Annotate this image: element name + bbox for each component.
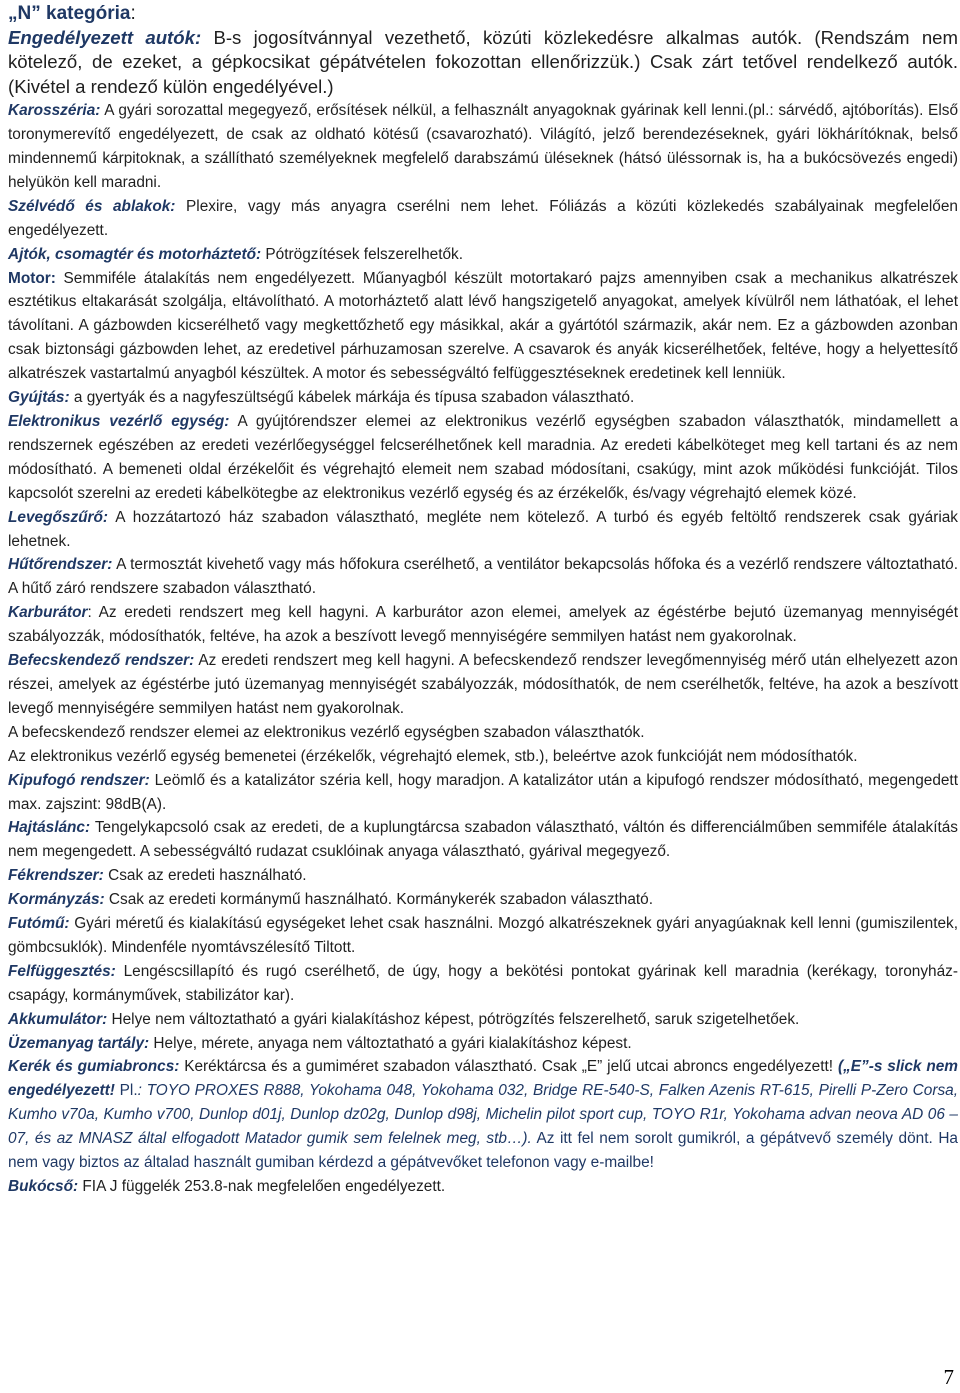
text-elektronikus: A gyújtórendszer elemei az elektronikus vezérlő egységben szabadon választhatók, mindamellett a rendszernek egészében az eredeti vezérlőegységgel felcserélhetőnek kell maradnia. Az eredeti kábelköteget meg kell tartani és az nem módosítható. A bemeneti oldal érzékelőit és végrehajtó elemeit nem szabad módosítani, csakúgy, mint azok működési funkcióját. Tilos kapcsolót szerelni az eredeti kábelkötegbe az elektronikus vezérlő egység és az érzékelők, és/vagy végrehajtó elemek közé. — [8, 413, 958, 502]
text-motor: Semmiféle átalakítás nem engedélyezett. Műanyagból készült motortakaró pajzs amennyiben csak a mechanikus alkatrészek esztétikus eltakarását szolgálja, eltávolítható. A motorháztető alatt lévő hangszigetelő anyagokat, amelyek kívülről nem láthatóak, el lehet távolítani. A gázbowden kicserélhető vagy megkettőzhető egy másikkal, akár a gyártótól származik, akár nem. Ez a gázbowden azonban csak biztonsági gázbowden lehet, az eredetivel párhuzamosan szerelve. A csavarok és anyák kicserélhetőek, feltéve, hogy a helyettesítő alkatrészek vastartalmú anyagból készültek. A motor és sebességváltó felfüggesztéseknek eredetinek kell lenniük. — [8, 269, 958, 383]
paragraph-engedelyezett — [8, 26, 958, 99]
paragraph-motor — [8, 267, 958, 387]
page-number: 7 — [943, 1365, 954, 1389]
label-levegoszuro: Levegőszűrő: — [8, 508, 109, 526]
text-fekrendszer: Csak az eredeti használható. — [103, 867, 307, 885]
text-felfuggesztes: Lengéscsillapító és rugó cserélhető, de úgy, hogy a bekötési pontokat gyárinak kell maradnia (kerékagy, toronyház-csapágy, kormányművek, stabilizátor kar). — [8, 962, 958, 1004]
category-heading — [8, 2, 958, 26]
paragraph-hutorendszer — [8, 553, 958, 601]
text-levegoszuro: A hozzátartozó ház szabadon választható, megléte nem kötelező. A turbó és egyéb feltöltő rendszerek csak gyáriak lehetnek. — [8, 508, 958, 550]
category-word: ” kategória — [31, 3, 131, 24]
label-bukocso: Bukócső: — [8, 1178, 79, 1195]
label-motor: Motor: — [8, 269, 56, 287]
category-letter: N — [17, 3, 32, 24]
label-ajtok: Ajtók, csomagtér és motorháztető: — [8, 245, 262, 263]
text-gyujtas: a gyertyák és a nagyfeszültségű kábelek márkája és típusa szabadon választható. — [69, 389, 635, 407]
paragraph-akkumulator — [8, 1008, 958, 1032]
label-hajtaslanc: Hajtáslánc: — [8, 819, 91, 837]
label-karburator: Karburátor — [8, 604, 88, 622]
text-kerek-tail: Az itt fel nem sorolt gumikról, a gépátvevő személy dönt. Ha nem vagy biztos az általad használt gumiban kérdezd a gépátvevőket telefonon vagy e-mailbe! — [8, 1130, 958, 1172]
paragraph-levegoszuro — [8, 506, 958, 554]
text-szelvedo: Plexire, vagy más anyagra cserélni nem lehet. Fóliázás a közúti közlekedés szabályainak megfelelően engedélyezett. — [8, 197, 958, 239]
paragraph-hajtaslanc — [8, 816, 958, 864]
text-kerek: Keréktárcsa és a gumiméret szabadon választható. Csak „E” jelű utcai abroncs engedélyezett! — [179, 1058, 838, 1076]
paragraph-befecskendezo-2: A befecskendező rendszer elemei az elektronikus vezérlő egységben szabadon választhatók. — [8, 723, 645, 741]
paragraph-befecskendezo — [8, 649, 958, 721]
text-karosszeria: A gyári sorozattal megegyező, erősítések nélkül, a felhasznált anyagoknak gyárinak kell lenni.(pl.: sárvédő, ajtóborítás). Első toronymerevítő engedélyezett, de csak az oldható kötésű (csavarozható). Világító, jelző berendezéseknek, gyári lökhárítóknak, belső mindennemű kárpitoknak, a szállítható személyeknek megfelelő darabszámú üléseknek (hátsó üléssornak is, ha a bukócsövezés engedi) helyükön kell maradni. — [8, 102, 958, 191]
paragraph-fekrendszer — [8, 864, 958, 888]
paragraph-ajtok — [8, 243, 958, 267]
label-fekrendszer: Fékrendszer: — [8, 867, 104, 885]
text-bukocso: FIA J függelék 253.8-nak megfelelően engedélyezett. — [78, 1178, 446, 1195]
label-uzemanyag: Üzemanyag tartály: — [8, 1034, 150, 1052]
document-page — [8, 2, 958, 1199]
label-szelvedo: Szélvédő és ablakok: — [8, 197, 176, 215]
text-kormanyzas: Csak az eredeti kormánymű használható. Kormánykerék szabadon választható. — [104, 891, 654, 909]
label-kipufogo: Kipufogó rendszer: — [8, 771, 150, 789]
text-akkumulator: Helye nem változtatható a gyári kialakításhoz képest, pótrögzítés felszerelhető, saruk szigetelhetőek. — [107, 1010, 800, 1028]
label-felfuggesztes: Felfüggesztés: — [8, 962, 116, 980]
paragraph-kipufogo — [8, 769, 958, 817]
text-hajtaslanc: Tengelykapcsoló csak az eredeti, de a kuplungtárcsa szabadon választható, váltón és differenciálműben semmiféle átalakítás nem megengedett. A sebességváltó rudazat csuklóinak anyaga választható, gyárival megegyező. — [8, 819, 958, 861]
text-engedelyezett: B-s jogosítvánnyal vezethető, közúti közlekedésre alkalmas autók. (Rendszám nem kötelező, de ezeket, a gépkocsikat gépátvételen fokozottan ellenőrizzük.) Csak zárt tetővel rendelkező autók. (Kivétel a rendező külön engedélyével.) — [8, 27, 958, 97]
text-karburator: : Az eredeti rendszert meg kell hagyni. A karburátor azon elemei, amelyek az égéstérbe bejutó üzemanyag mennyiségét szabályozzák, módosíthatók, feltéve, ha azok a beszívott levegő mennyiségére semmilyen hatást nem gyakorolnak. — [8, 604, 958, 646]
label-karosszeria: Karosszéria: — [8, 102, 101, 120]
text-uzemanyag: Helye, mérete, anyaga nem változtatható a gyári kialakításhoz képest. — [149, 1034, 632, 1052]
paragraph-felfuggesztes — [8, 960, 958, 1008]
text-pl: Pl. — [114, 1082, 138, 1100]
paragraph-bukocso — [8, 1175, 958, 1199]
text-befecskendezo: Az eredeti rendszert meg kell hagyni. A befecskendező rendszer levegőmennyiség mérő után elhelyezett azon részei, amelyek az égéstérbe jutó üzemanyag mennyiségét szabályozzák, módosíthatók, de nem cserélhetők, feltéve, ha azok a beszívott levegő mennyiségére semmilyen hatást nem gyakorolnak. — [8, 652, 958, 717]
label-kerek: Kerék és gumiabroncs: — [8, 1058, 180, 1076]
text-kipufogo: Leömlő és a katalizátor széria kell, hogy maradjon. A katalizátor után a kipufogó rendszer módosítható, megengedett max. zajszint: 98dB(A). — [8, 771, 958, 813]
category-quote: „ — [8, 3, 18, 24]
label-akkumulator: Akkumulátor: — [8, 1010, 108, 1028]
label-hutorendszer: Hűtőrendszer: — [8, 556, 113, 574]
label-gyujtas: Gyújtás: — [8, 389, 70, 407]
paragraph-kormanyzas — [8, 888, 958, 912]
text-tyre-list: : TOYO PROXES R888, Yokohama 048, Yokohama 032, Bridge RE-540-S, Falken Azenis RT-615, Pirelli P-Zero Corsa, Kumho v70a, Kumho v700, Dunlop d01j, Dunlop dz02g, Dunlop d98j, Michelin pilot sport cup, TOYO R1r, Yokohama advan neova AD 06 – 07, és az MNASZ által elfogadott Matador gumik sem felelnek meg, stb…). — [8, 1082, 958, 1148]
label-kormanyzas: Kormányzás: — [8, 891, 105, 909]
paragraph-uzemanyag — [8, 1032, 958, 1056]
category-colon: : — [130, 3, 136, 24]
paragraph-elektronikus — [8, 410, 958, 506]
paragraph-kerek — [8, 1055, 958, 1175]
label-futomu: Futómű: — [8, 915, 70, 933]
text-ajtok: Pótrögzítések felszerelhetők. — [261, 245, 464, 263]
text-hutorendszer: A termosztát kivehető vagy más hőfokura cserélhető, a ventilátor bekapcsolás hőfoka és a vezérlő rendszere változtatható. A hűtő záró rendszere szabadon választható. — [8, 556, 958, 598]
label-engedelyezett: Engedélyezett autók: — [8, 27, 202, 48]
paragraph-szelvedo — [8, 195, 958, 243]
paragraph-futomu — [8, 912, 958, 960]
label-befecskendezo: Befecskendező rendszer: — [8, 652, 195, 670]
text-futomu: Gyári méretű és kialakítású egységeket lehet csak használni. Mozgó alkatrészeknek gyári anyagúaknak kell lenni (gumiszilentek, gömbcsuklók). Mindenféle nyomtávszélesítő Tiltott. — [8, 915, 958, 956]
label-elektronikus: Elektronikus vezérlő egység: — [8, 413, 230, 430]
paragraph-gyujtas — [8, 386, 958, 410]
paragraph-elektronikus-2: Az elektronikus vezérlő egység bemenetei (érzékelők, végrehajtó elemek, stb.), beleértve azok funkcióját nem módosíthatók. — [8, 747, 858, 765]
paragraph-karburator — [8, 601, 958, 649]
paragraph-karosszeria — [8, 99, 958, 195]
text-eslick-warning: („E”-s slick nem engedélyezett! — [8, 1058, 958, 1100]
